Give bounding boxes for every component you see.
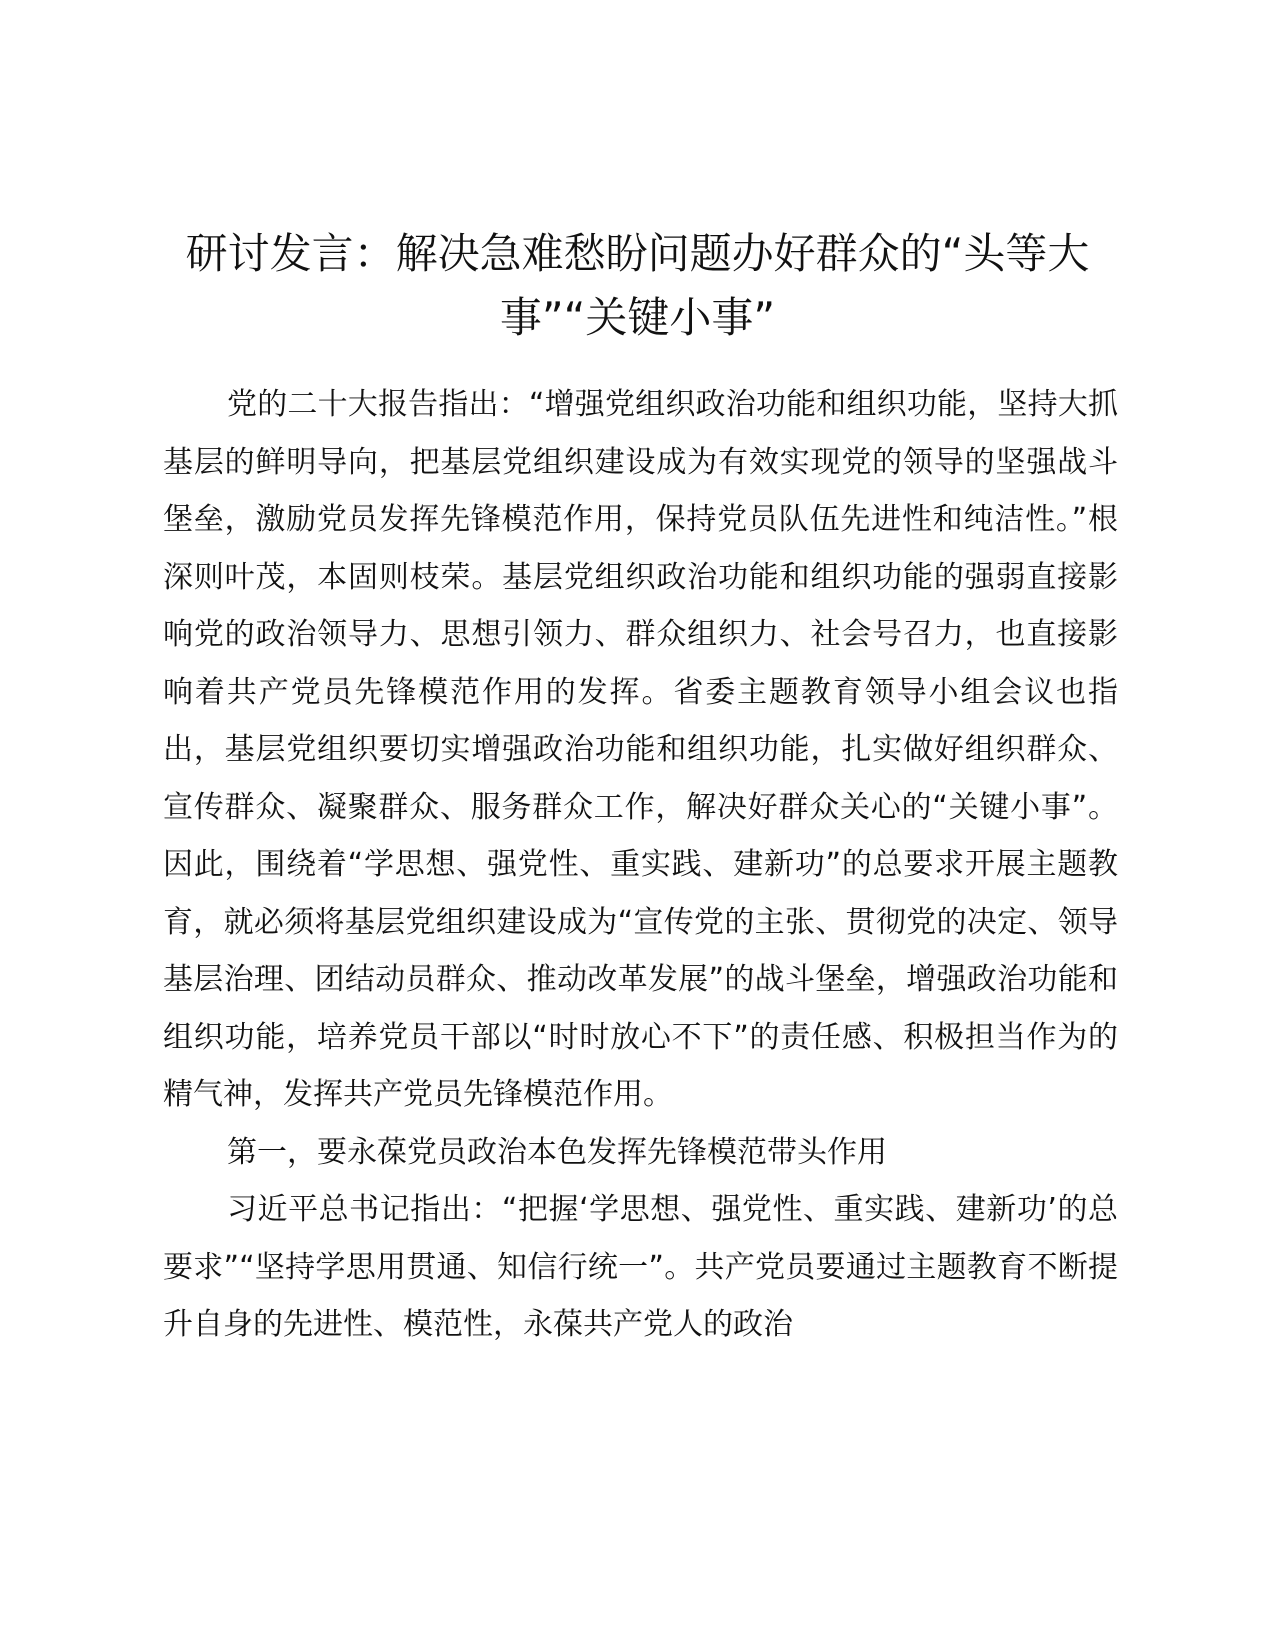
document-title: 研讨发言：解决急难愁盼问题办好群众的“头等大事”“关键小事”: [185, 229, 1090, 342]
section-heading-first: 第一，要永葆党员政治本色发挥先锋模范带头作用: [227, 1134, 887, 1170]
body-paragraph-intro: 党的二十大报告指出：“增强党组织政治功能和组织功能，坚持大抓基层的鲜明导向，把基层党组织建设成为有效实现党的领导的坚强战斗堡垒，激励党员发挥先锋模范作用，保持党员队伍先进性和纯洁性。”根深则叶茂，本固则枝荣。基层党组织政治功能和组织功能的强弱直接影响党的政治领导力、思想引领力、群众组织力、社会号召力，也直接影响着共产党员先锋模范作用的发挥。省委主题教育领导小组会议也指出，基层党组织要切实增强政治功能和组织功能，扎实做好组织群众、宣传群众、凝聚群众、服务群众工作，解决好群众关心的“关键小事”。因此，围绕着“学思想、强党性、重实践、建新功”的总要求开展主题教育，就必须将基层党组织建设成为“宣传党的主张、贯彻党的决定、领导基层治理、团结动员群众、推动改革发展”的战斗堡垒，增强政治功能和组织功能，培养党员干部以“时时放心不下”的责任感、积极担当作为的精气神，发挥共产党员先锋模范作用。: [163, 387, 1118, 1112]
body-paragraph-quote: 习近平总书记指出：“把握‘学思想、强党性、重实践、建新功’的总要求”“坚持学思用贯通、知信行统一”。共产党员要通过主题教育不断提升自身的先进性、模范性，永葆共产党人的政治: [163, 1192, 1118, 1342]
document-body: [163, 376, 1118, 1354]
